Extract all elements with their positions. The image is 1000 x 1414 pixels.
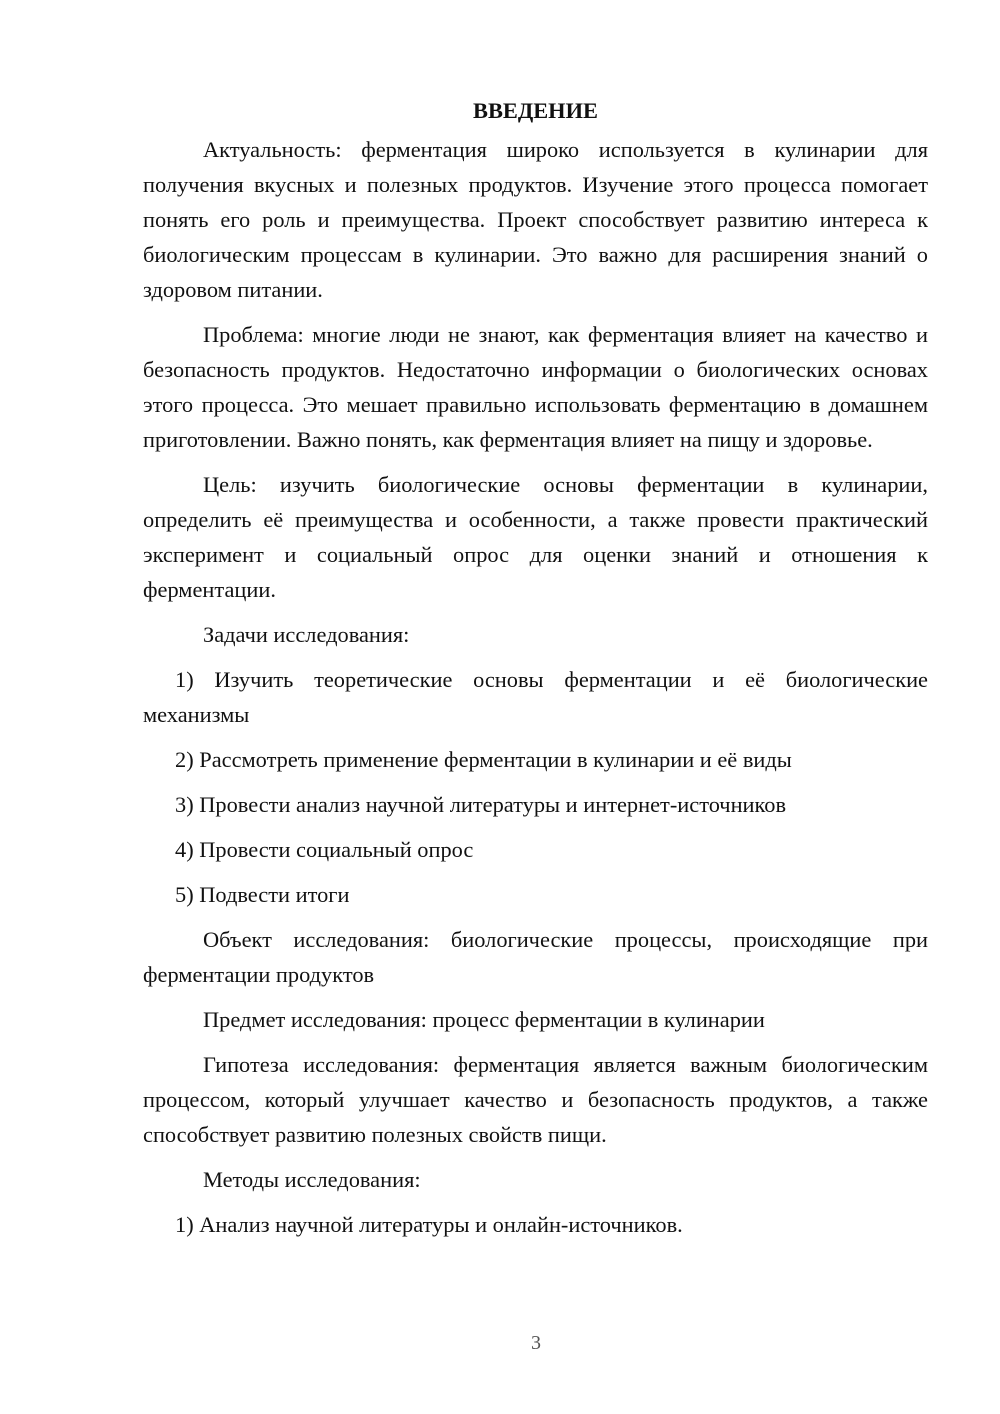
task-item: 3) Провести анализ научной литературы и интернет-источников: [175, 792, 787, 817]
object-paragraph: Объект исследования: биологические процессы, происходящие при ферментации продуктов: [143, 927, 928, 987]
subject-paragraph: Предмет исследования: процесс ферментации в кулинарии: [203, 1007, 765, 1032]
problem-paragraph: Проблема: многие люди не знают, как ферментация влияет на качество и безопасность продуктов. Недостаточно информации о биологических основах этого процесса. Это мешает правильно использовать ферментацию в домашнем приготовлении. Важно понять, как ферментация влияет на пищу и здоровье.: [143, 322, 928, 452]
relevance-paragraph: Актуальность: ферментация широко используется в кулинарии для получения вкусных и полезных продуктов. Изучение этого процесса помогает понять его роль и преимущества. Проект способствует развитию интереса к биологическим процессам в кулинарии. Это важно для расширения знаний о здоровом питании.: [143, 137, 928, 302]
task-item: 5) Подвести итоги: [175, 882, 350, 907]
goal-paragraph: Цель: изучить биологические основы ферментации в кулинарии, определить её преимущества и особенности, а также провести практический эксперимент и социальный опрос для оценки знаний и отношения к ферментации.: [143, 472, 928, 602]
task-item: 1) Изучить теоретические основы ферментации и её биологические механизмы: [143, 667, 928, 727]
task-item: 4) Провести социальный опрос: [175, 837, 474, 862]
task-item: 2) Рассмотреть применение ферментации в кулинарии и её виды: [175, 747, 792, 772]
hypothesis-paragraph: Гипотеза исследования: ферментация является важным биологическим процессом, который улучшает качество и безопасность продуктов, а также способствует развитию полезных свойств пищи.: [143, 1052, 928, 1147]
methods-heading: Методы исследования:: [203, 1167, 421, 1192]
method-item: 1) Анализ научной литературы и онлайн-источников.: [175, 1212, 683, 1237]
document-page: [143, 94, 928, 1252]
tasks-heading: Задачи исследования:: [203, 622, 410, 647]
section-heading: ВВЕДЕНИЕ: [473, 98, 598, 123]
page-number: 3: [531, 1332, 541, 1354]
